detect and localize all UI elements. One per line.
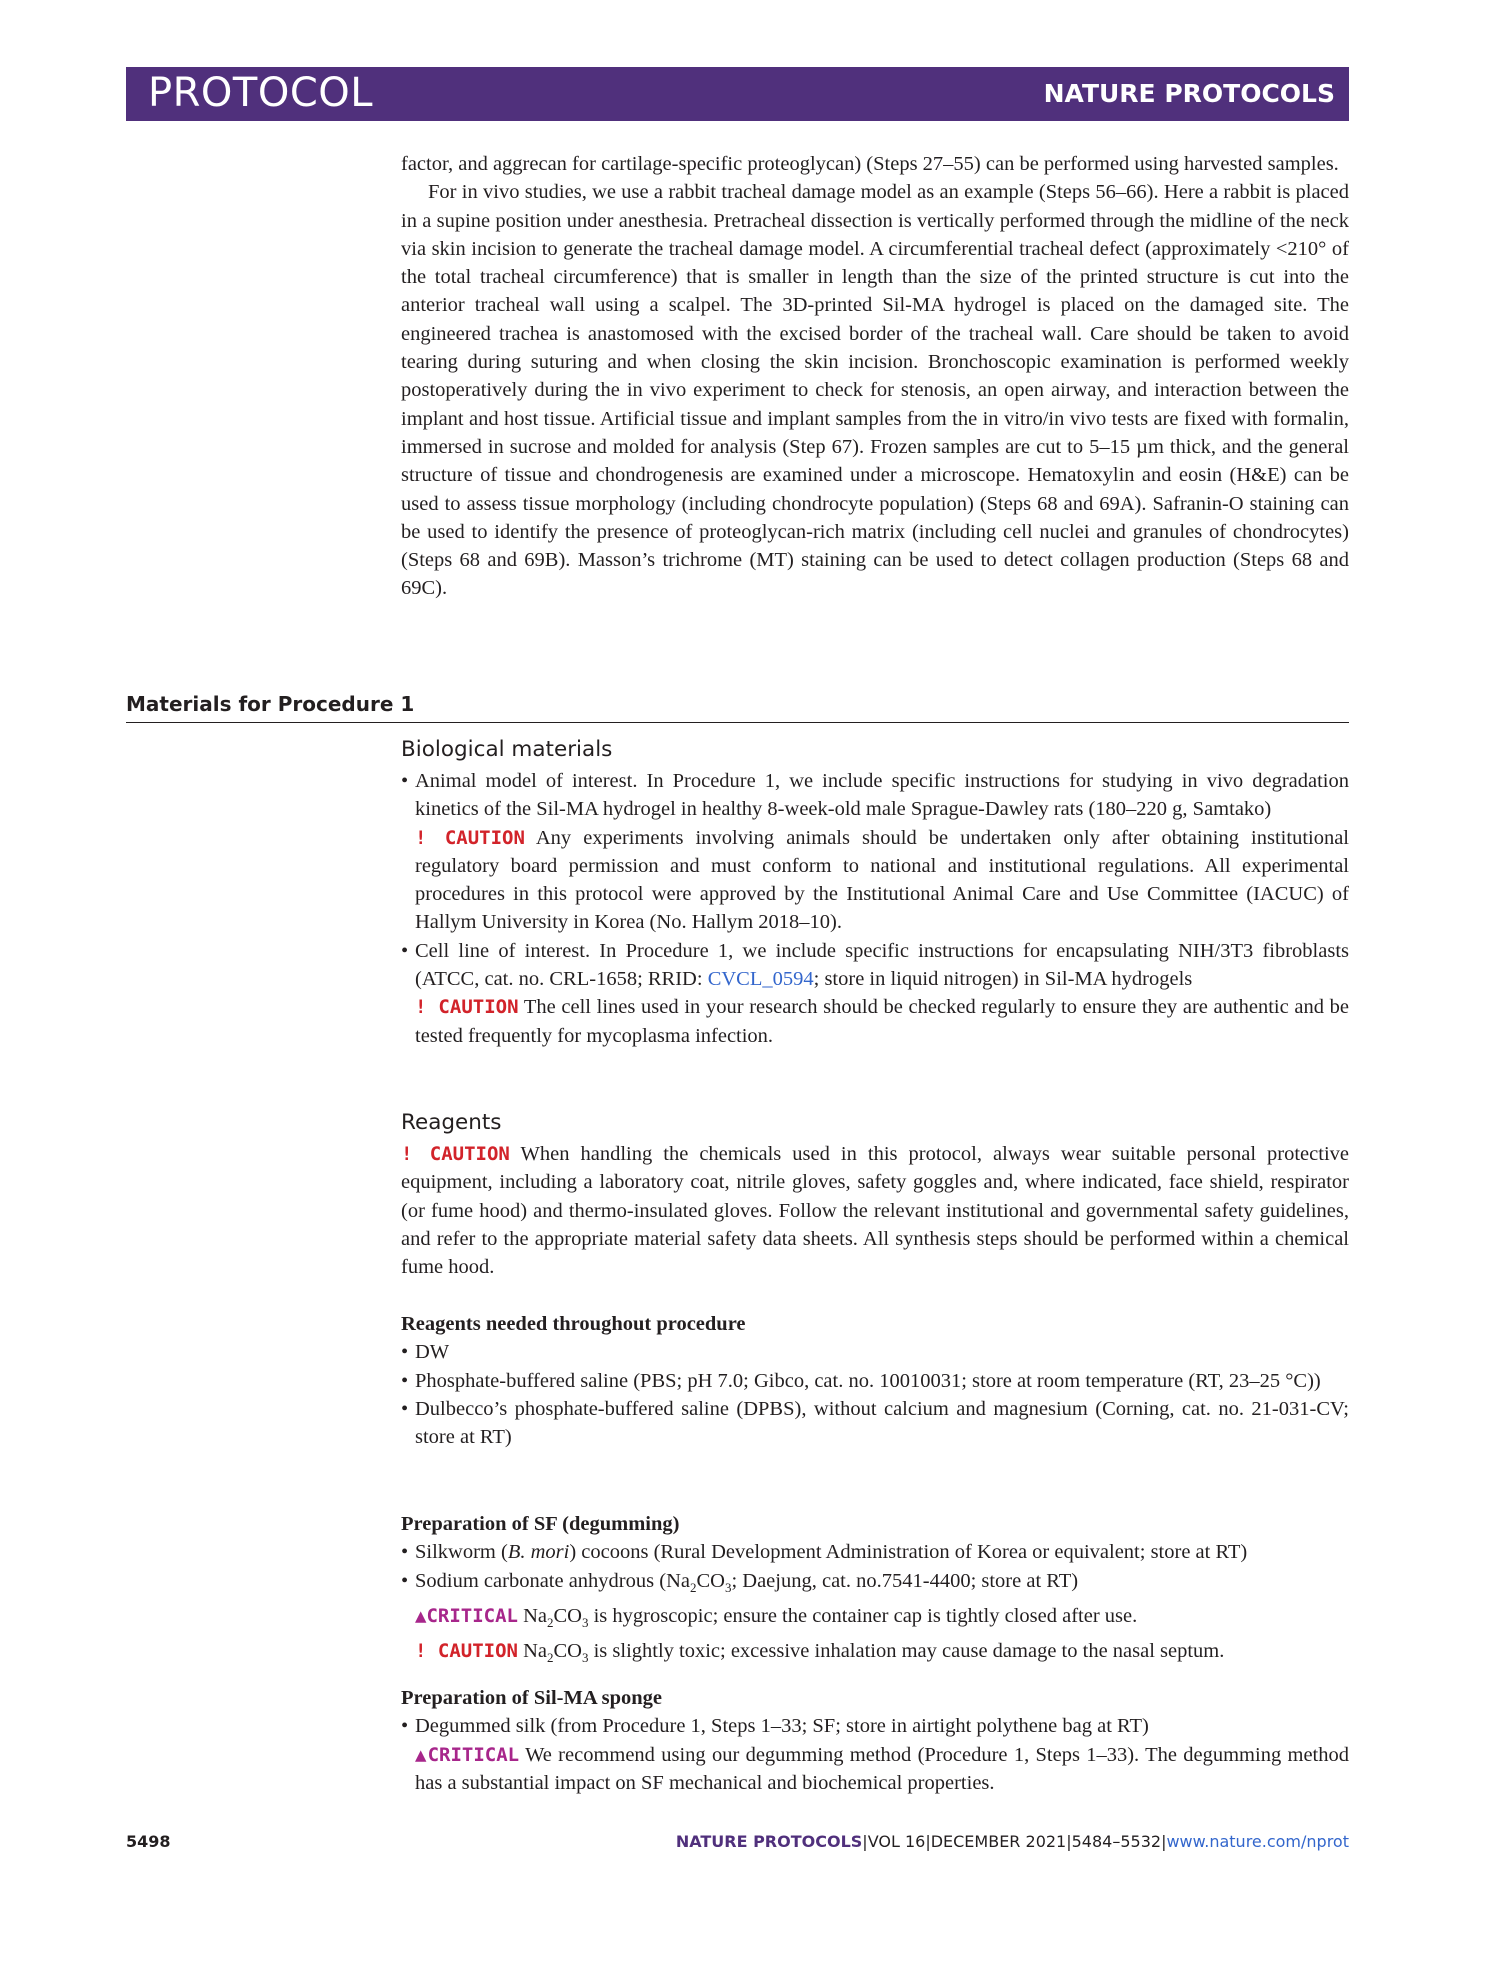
bullet: • xyxy=(401,939,409,962)
caution-note: ! CAUTION Any experiments involving animals should be undertaken only after obtaining institutional regulatory board permission and must conform to national and institutional regulations. All experimental procedures in this protocol were approved by the Institutional Animal Care and Use Committee (IACUC) of Hallym University in Korea (No. Hallym 2018–10). xyxy=(415,826,1350,934)
caution-note: ! CAUTION $Na_2CO_3$ is slightly toxic; excessive inhalation may cause damage to the nasal septum. xyxy=(415,1640,1225,1666)
footer-journal: NATURE PROTOCOLS xyxy=(675,1832,863,1851)
throughout-section xyxy=(401,1310,1349,1451)
reagents-heading: Reagents xyxy=(401,1110,502,1135)
critical-tag: ▲CRITICAL xyxy=(415,1743,520,1766)
bullet: • xyxy=(401,1341,409,1364)
silma-section xyxy=(401,1684,1349,1797)
bullet: • xyxy=(401,770,409,792)
article-type-label: PROTOCOL xyxy=(148,70,374,116)
bullet: • xyxy=(401,1569,409,1592)
footer-url-link[interactable]: www.nature.com/nprot xyxy=(1166,1832,1349,1851)
list-item: • Degummed silk (from Procedure 1, Steps 1–33; SF; store in airtight polythene bag at RT) xyxy=(401,1712,1349,1740)
critical-note: ▲CRITICAL $Na_2CO_3$ is hygroscopic; ensure the container cap is tightly closed after use. xyxy=(415,1604,1138,1631)
critical-tag: ▲CRITICAL xyxy=(415,1604,518,1627)
page-number: 5498 xyxy=(126,1832,171,1851)
rrid-link[interactable]: CVCL_0594 xyxy=(707,968,814,991)
footer-citation: NATURE PROTOCOLS|VOL 16|DECEMBER 2021|5484–5532|www.nature.com/nprot xyxy=(675,1832,1349,1851)
intro-paragraph-1: factor, and aggrecan for cartilage-specific proteoglycan) (Steps 27–55) can be performed using harvested samples. xyxy=(401,153,1339,175)
header-banner xyxy=(126,67,1349,121)
caution-tag: ! CAUTION xyxy=(401,1143,510,1165)
caution-note: ! CAUTION The cell lines used in your research should be checked regularly to ensure they are authentic and be tested frequently for mycoplasma infection. xyxy=(415,996,1349,1047)
caution-tag: ! CAUTION xyxy=(415,996,519,1019)
list-item: • DW xyxy=(401,1338,1349,1366)
sf-section xyxy=(401,1510,1349,1673)
list-item: • Cell line of interest. In Procedure 1, we include specific instructions for encapsulating NIH/3T3 fibroblasts (ATCC, cat. no. CRL-1658; RRID: CVCL_0594; store in liquid nitrogen) in Sil-MA hydrogels xyxy=(401,937,1349,994)
bullet: • xyxy=(401,1715,409,1738)
silma-heading: Preparation of Sil-MA sponge xyxy=(401,1687,662,1709)
footer-volume: VOL 16 xyxy=(867,1832,926,1851)
footer-date: DECEMBER 2021 xyxy=(930,1832,1067,1851)
reagents-caution xyxy=(401,1140,1349,1281)
caution-note: ! CAUTION When handling the chemicals used in this protocol, always wear suitable personal protective equipment, including a laboratory coat, nitrile gloves, safety goggles and, where indicated, face shield, respirator (or fume hood) and thermo-insulated gloves. Follow the relevant institutional and governmental safety guidelines, and refer to the appropriate material safety data sheets. All synthesis steps should be performed within a chemical fume hood. xyxy=(401,1143,1349,1279)
throughout-heading: Reagents needed throughout procedure xyxy=(401,1313,746,1335)
biological-materials-heading: Biological materials xyxy=(401,737,613,762)
bullet: • xyxy=(401,1369,409,1392)
caution-tag: ! CAUTION xyxy=(415,826,525,849)
footer-pages: 5484–5532 xyxy=(1071,1832,1162,1851)
intro-text xyxy=(401,150,1349,603)
section-title: Materials for Procedure 1 xyxy=(126,692,1349,723)
bullet: • xyxy=(401,1397,409,1420)
journal-name: NATURE PROTOCOLS xyxy=(1043,79,1335,108)
list-item: • Dulbecco’s phosphate-buffered saline (DPBS), without calcium and magnesium (Corning, cat. no. 21-031-CV; store at RT) xyxy=(401,1395,1349,1452)
list-item: • Sodium carbonate anhydrous ($Na_2CO_3$; Daejung, cat. no.7541-4400; store at RT) xyxy=(401,1567,1349,1602)
caution-tag: ! CAUTION xyxy=(415,1640,518,1663)
list-item: • Animal model of interest. In Procedure 1, we include specific instructions for studying in vivo degradation kinetics of the Sil-MA hydrogel in healthy 8-week-old male Sprague-Dawley rats (180–220 g, Samtako) xyxy=(401,767,1349,824)
sf-heading: Preparation of SF (degumming) xyxy=(401,1513,680,1535)
list-item: • Silkworm (B. mori) cocoons (Rural Development Administration of Korea or equivalent; store at RT) xyxy=(401,1538,1349,1566)
intro-paragraph-2: For in vivo studies, we use a rabbit tracheal damage model as an example (Steps 56–66). Here a rabbit is placed in a supine position under anesthesia. Pretracheal dissection is vertically performed through the midline of the neck via skin incision to generate the tracheal damage model. A circumferential tracheal defect (approximately <210° of the total tracheal circumference) that is smaller in length than the size of the printed structure is cut into the anterior tracheal wall using a scalpel. The 3D-printed Sil-MA hydrogel is placed on the damaged site. The engineered trachea is anastomosed with the excised border of the tracheal wall. Care should be taken to avoid tearing during suturing and when closing the skin incision. Bronchoscopic examination is performed weekly postoperatively during the in vivo experiment to check for stenosis, an open airway, and interaction between the implant and host tissue. Artificial tissue and implant samples from the in vitro/in vivo tests are fixed with formalin, immersed in sucrose and molded for analysis (Step 67). Frozen samples are cut to 5–15 µm thick, and the general structure of tissue and chondrogenesis are examined under a microscope. Hematoxylin and eosin (H&E) can be used to assess tissue morphology (including chondrocyte population) (Steps 68 and 69A). Safranin-O staining can be used to identify the presence of proteoglycan-rich matrix (including cell nuclei and granules of chondrocytes) (Steps 68 and 69B). Masson’s trichrome (MT) staining can be used to detect collagen production (Steps 68 and 69C). xyxy=(401,181,1349,600)
list-item: • Phosphate-buffered saline (PBS; pH 7.0; Gibco, cat. no. 10010031; store at room temperature (RT, 23–25 °C)) xyxy=(401,1367,1349,1395)
biological-materials-list xyxy=(401,767,1349,1050)
critical-note: ▲CRITICAL We recommend using our degumming method (Procedure 1, Steps 1–33). The degumming method has a substantial impact on SF mechanical and biochemical properties. xyxy=(415,1743,1349,1794)
bullet: • xyxy=(401,1541,409,1564)
